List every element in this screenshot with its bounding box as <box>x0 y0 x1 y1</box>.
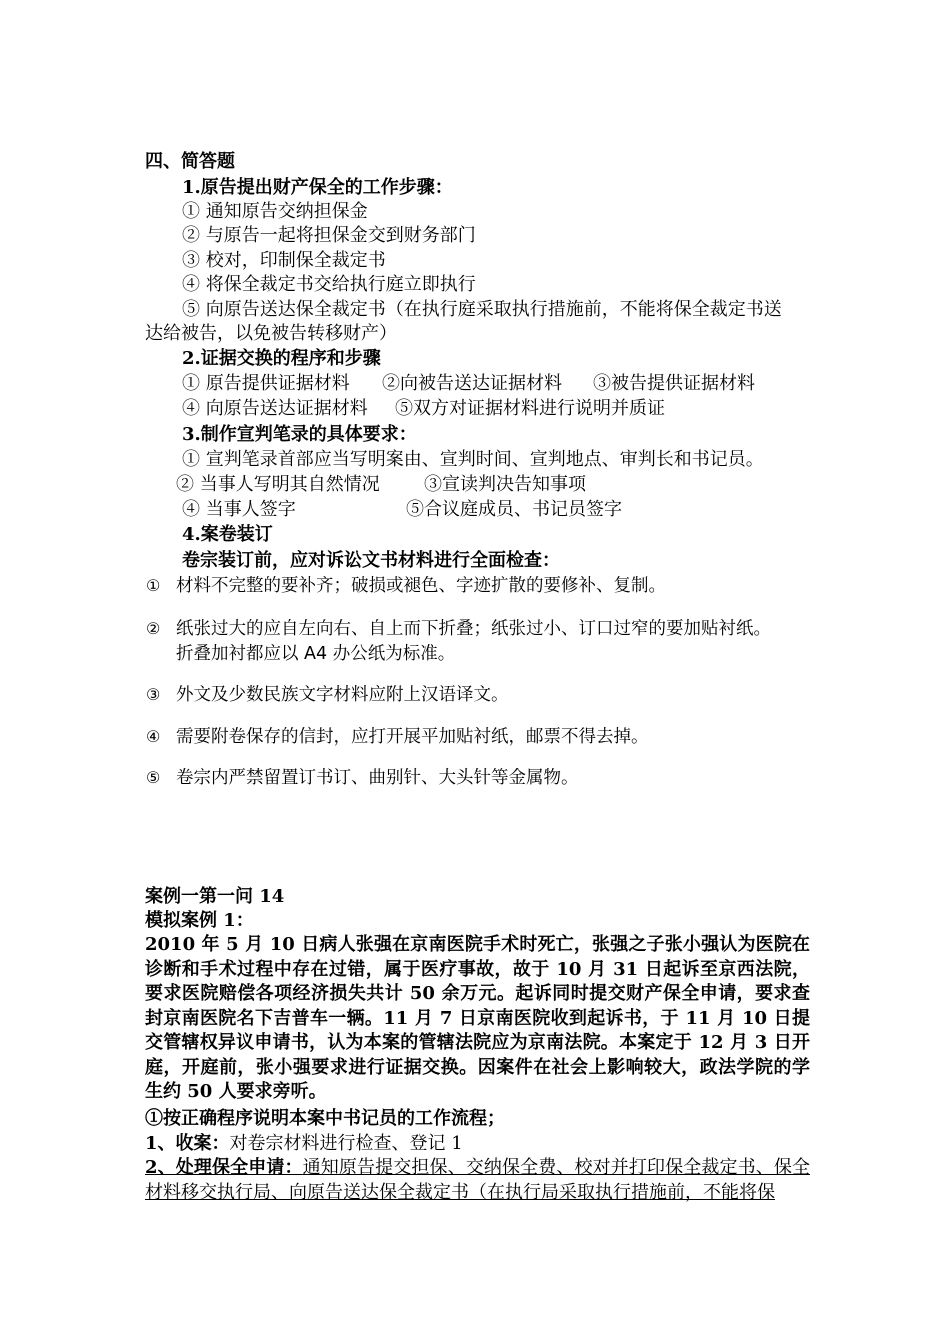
q1-step-4: ④ 将保全裁定书交给执行庭立即执行 <box>182 274 476 295</box>
section-title: 四、简答题 <box>145 151 235 172</box>
case-step-1 <box>145 1132 463 1156</box>
q4-item-3-marker: ③ <box>146 685 161 704</box>
case-heading: 案例一第一问 14 <box>145 886 285 907</box>
q2-title: 2.证据交换的程序和步骤 <box>182 348 381 369</box>
q3-item-3: ③宣读判决告知事项 <box>424 474 586 495</box>
case-step-2-label: 2、处理保全申请： <box>145 1157 303 1178</box>
q1-step-5-cont: 达给被告，以免被告转移财产） <box>145 323 397 344</box>
q4-item-2-text-cont: 折叠加衬都应以 A4 办公纸为标准。 <box>176 644 456 664</box>
case-step-2-text: 通知原告提交担保、交纳保全费、校对并打印保全裁定书、保全材料移交执行局、向原告送达保全裁定书（在执行局采取执行措施前，不能将保 <box>145 1157 811 1203</box>
q4-item-3-text: 外文及少数民族文字材料应附上汉语译文。 <box>176 685 509 705</box>
case-step-1-label: 1、收案： <box>145 1133 230 1154</box>
q4-item-1-marker: ① <box>146 576 161 595</box>
q3-item-1: ① 宣判笔录首部应当写明案由、宣判时间、宣判地点、审判长和书记员。 <box>182 449 764 470</box>
case-step-1-text: 对卷宗材料进行检查、登记 1 <box>229 1133 463 1154</box>
q3-item-5: ⑤合议庭成员、书记员签字 <box>406 499 622 520</box>
q1-step-5: ⑤ 向原告送达保全裁定书（在执行庭采取执行措施前，不能将保全裁定书送 <box>182 299 782 320</box>
q3-item-2: ② 当事人写明其自然情况 <box>176 474 380 495</box>
q2-item-4: ④ 向原告送达证据材料 <box>182 398 368 419</box>
case-subheading: 模拟案例 1： <box>145 910 254 931</box>
q1-title: 1.原告提出财产保全的工作步骤： <box>182 177 453 198</box>
case-body: 2010 年 5 月 10 日病人张强在京南医院手术时死亡，张强之子张小强认为医院在诊断和手术过程中存在过错，属于医疗事故，故于 10 月 31 日起诉至京西法院，要求医院赔偿各项经济损失共计 50 余万元。起诉同时提交财产保全申请，要求查封京南医院名下吉普车一辆。11 月 7 日京南医院收到起诉书，于 11 月 10 日提交管辖权异议申请书，认为本案的管辖法院应为京南法院。本案定于 12 月 3 日开庭，开庭前，张小强要求进行证据交换。因案件在社会上影响较大，政法学院的学生约 50 人要求旁听。 <box>145 934 810 1102</box>
q4-intro: 卷宗装订前，应对诉讼文书材料进行全面检查： <box>182 550 560 571</box>
q1-step-1: ① 通知原告交纳担保金 <box>182 201 368 222</box>
case-step-2 <box>145 1156 810 1205</box>
q4-title: 4.案卷装订 <box>182 524 273 545</box>
q1-step-2: ② 与原告一起将担保金交到财务部门 <box>182 225 476 246</box>
q2-item-5: ⑤双方对证据材料进行说明并质证 <box>395 398 665 419</box>
q4-item-4-text: 需要附卷保存的信封，应打开展平加贴衬纸，邮票不得去掉。 <box>176 727 649 747</box>
case-question: ①按正确程序说明本案中书记员的工作流程； <box>145 1108 505 1129</box>
q4-item-5-text: 卷宗内严禁留置订书订、曲别针、大头针等金属物。 <box>176 768 579 788</box>
q4-item-2-marker: ② <box>146 619 161 638</box>
q2-item-3: ③被告提供证据材料 <box>593 373 755 394</box>
q4-item-5-marker: ⑤ <box>146 768 161 787</box>
q2-item-2: ②向被告送达证据材料 <box>382 373 562 394</box>
q4-item-1-text: 材料不完整的要补齐；破损或褪色、字迹扩散的要修补、复制。 <box>176 576 666 596</box>
q4-item-2-text: 纸张过大的应自左向右、自上而下折叠；纸张过小、订口过窄的要加贴衬纸。 <box>176 619 771 639</box>
q3-title: 3.制作宣判笔录的具体要求： <box>182 424 417 445</box>
q2-item-1: ① 原告提供证据材料 <box>182 373 350 394</box>
q1-step-3: ③ 校对，印制保全裁定书 <box>182 250 386 271</box>
q4-item-4-marker: ④ <box>146 727 161 746</box>
q3-item-4: ④ 当事人签字 <box>182 499 296 520</box>
